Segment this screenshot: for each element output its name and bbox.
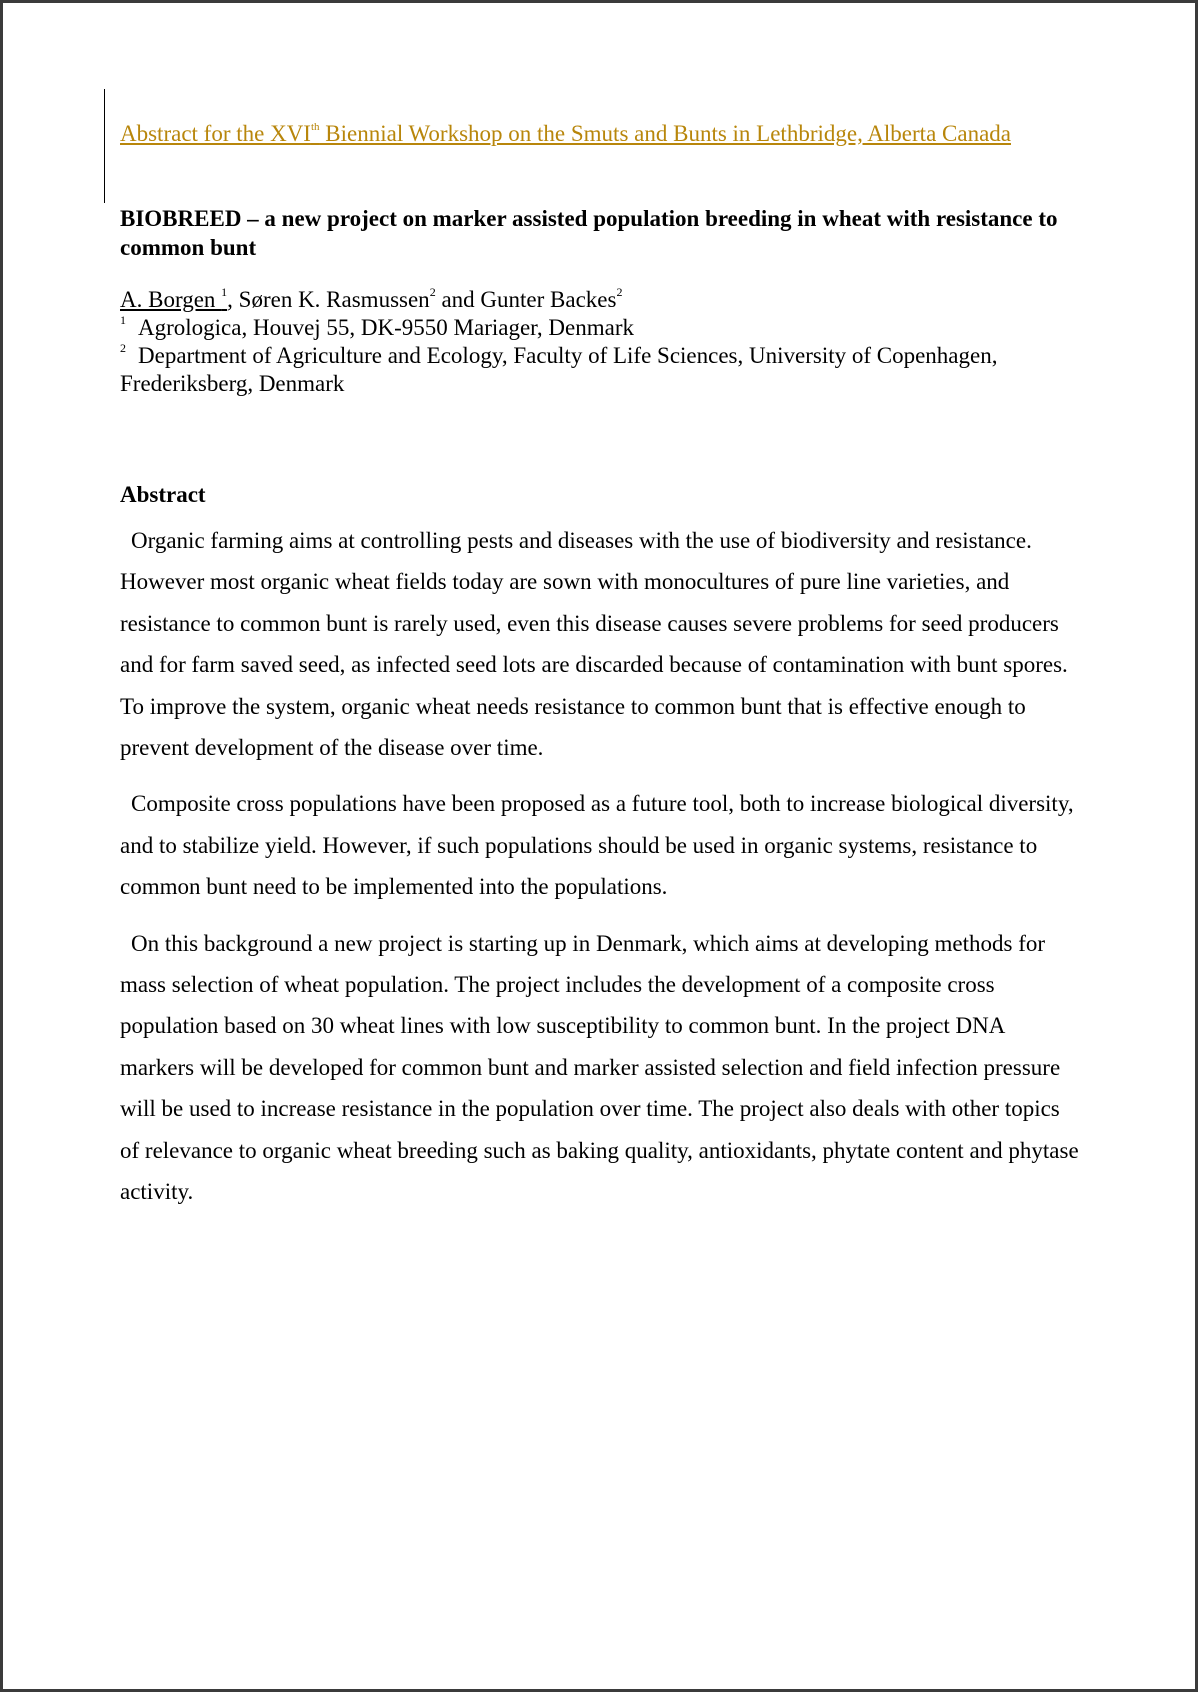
workshop-superscript: th	[310, 121, 320, 133]
author-backes: and Gunter Backes	[435, 287, 617, 312]
author-rasmussen-affiliation-mark: 2	[429, 285, 436, 299]
author-borgen	[120, 287, 227, 312]
author-borgen-affiliation-mark: 1	[221, 285, 228, 299]
paper-title: BIOBREED – a new project on marker assisted population breeding in wheat with resistance to common bunt	[120, 206, 1058, 260]
author-backes-affiliation-mark: 2	[616, 285, 623, 299]
affiliation-2-text: Department of Agriculture and Ecology, Faculty of Life Sciences, University of Copenhagen, Frederiksberg, Denmark	[120, 343, 998, 396]
workshop-text-pre: Abstract for the XVI	[120, 121, 311, 146]
affiliation-1-text: Agrologica, Houvej 55, DK-9550 Mariager, Denmark	[138, 315, 634, 340]
abstract-paragraph-2: Composite cross populations have been proposed as a future tool, both to increase biological diversity, and to stabilize yield. However, if such populations should be used in organic systems, resistance to common bunt need to be implemented into the populations.	[120, 791, 1074, 900]
change-bar	[104, 89, 105, 203]
abstract-heading: Abstract	[120, 482, 206, 507]
abstract-paragraph-1: Organic farming aims at controlling pests and diseases with the use of biodiversity and resistance. However most organic wheat fields today are sown with monocultures of pure line varieties, and resistance to common bunt is rarely used, even this disease causes severe problems for seed producers and for farm saved seed, as infected seed lots are discarded because of contamination with bunt spores. To improve the system, organic wheat needs resistance to common bunt that is effective enough to prevent development of the disease over time.	[120, 528, 1068, 761]
abstract-body	[120, 520, 1080, 1228]
author-block	[120, 286, 1080, 398]
abstract-paragraph-3: On this background a new project is starting up in Denmark, which aims at developing methods for mass selection of wheat population. The project includes the development of a composite cross population based on 30 wheat lines with low susceptibility to common bunt. In the project DNA markers will be developed for common bunt and marker assisted selection and field infection pressure will be used to increase resistance in the population over time. The project also deals with other topics of relevance to organic wheat breeding such as baking quality, antioxidants, phytate content and phytase activity.	[120, 930, 1079, 1205]
affiliation-2: 2 Department of Agriculture and Ecology, Faculty of Life Sciences, University of Copenhagen, Frederiksberg, Denmark	[120, 341, 998, 396]
affiliation-1: 1 Agrologica, Houvej 55, DK-9550 Mariager, Denmark	[120, 313, 634, 340]
workshop-text-post: Biennial Workshop on the Smuts and Bunts in Lethbridge, Alberta Canada	[319, 121, 1011, 146]
author-line	[120, 286, 1080, 314]
author-borgen-name: A. Borgen	[120, 287, 222, 312]
author-rasmussen: , Søren K. Rasmussen	[227, 287, 430, 312]
workshop-link[interactable]	[120, 119, 1011, 149]
